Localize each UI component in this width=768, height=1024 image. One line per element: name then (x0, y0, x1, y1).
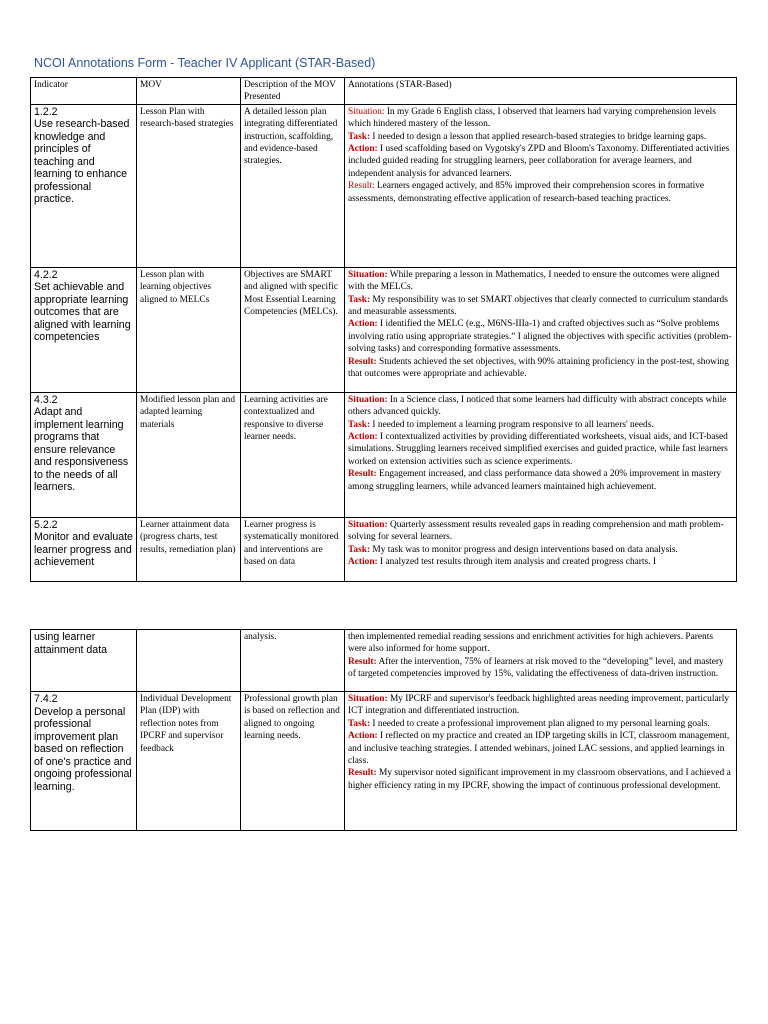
action-text: I identified the MELC (e.g., M6NS-IIIa-1) and crafted objectives such as “Solve problems involving ratio using appropriate strategies.” I aligned the objectives with specific activities (problem-solving tasks) and corresponding formative assessments. (348, 319, 732, 355)
annotation-cell (345, 692, 737, 831)
task-label: Task: (348, 419, 371, 430)
situation-line (348, 693, 733, 718)
action-line (348, 431, 733, 468)
situation-text: While preparing a lesson in Mathematics, I needed to ensure the outcomes were aligned with the MELCs. (348, 269, 720, 293)
table-row (31, 392, 737, 517)
header-description: Description of the MOV Presented (241, 78, 345, 105)
indicator-text: Develop a personal professional improvement plan based on reflection of one's practice and ongoing professional learning. (34, 705, 132, 793)
result-line (348, 656, 733, 681)
result-label: Result: (348, 356, 377, 367)
action-label: Action: (348, 319, 378, 330)
action-line (348, 318, 733, 355)
table-row (31, 104, 737, 267)
indicator-text: Adapt and implement learning programs that ensure relevance and responsiveness to the needs of all learners. (34, 406, 129, 494)
action-text: I analyzed test results through item analysis and created progress charts. I (377, 557, 656, 568)
annotation-cell (345, 392, 737, 517)
situation-label: Situation: (348, 394, 388, 405)
result-line (348, 767, 733, 792)
description-cell: Objectives are SMART and aligned with specific Most Essential Learning Competencies (MELCs). (241, 267, 345, 392)
situation-label: Situation: (348, 519, 388, 530)
task-text: I needed to create a professional improvement plan aligned to my personal learning goals. (370, 718, 710, 729)
indicator-cell (31, 692, 137, 831)
annotations-table-continued (30, 629, 737, 831)
header-indicator: Indicator (31, 78, 137, 105)
result-line (348, 180, 733, 205)
indicator-code: 5.2.2 (34, 518, 58, 531)
description-cell: analysis. (241, 630, 345, 692)
result-text: My supervisor noted significant improvement in my classroom observations, and I achieved a higher efficiency rating in my IPCRF, showing the impact of continuous professional development. (348, 768, 731, 791)
mov-cell: Lesson Plan with research-based strategies (137, 104, 241, 267)
action-line (348, 556, 733, 568)
action-label: Action: (348, 144, 378, 155)
page-title: NCOI Annotations Form - Teacher IV Applicant (STAR-Based) (34, 56, 376, 70)
action-text: I contextualized activities by providing differentiated worksheets, visual aids, and ICT-based simulations. Struggling learners received simplified exercises and guided practice, while fast learners worked on extension activities such as science experiments. (348, 432, 728, 467)
indicator-cell: using learner attainment data (31, 630, 137, 692)
indicator-code: 7.4.2 (34, 693, 58, 705)
situation-label: Situation: (348, 269, 388, 280)
result-label: Result: (348, 181, 375, 192)
annotation-cell (345, 104, 737, 267)
indicator-code: 1.2.2 (34, 105, 58, 118)
situation-label: Situation: (348, 694, 388, 704)
task-label: Task: (348, 718, 371, 729)
mov-cell: Modified lesson plan and adapted learning materials (137, 392, 241, 517)
indicator-cell (31, 517, 137, 581)
description-cell: Learning activities are contextualized and responsive to diverse learner needs. (241, 392, 345, 517)
result-label: Result: (348, 768, 377, 779)
task-text: I needed to design a lesson that applied research-based strategies to bridge learning gaps. (370, 131, 707, 142)
indicator-code: 4.2.2 (34, 268, 58, 281)
indicator-text: Monitor and evaluate learner progress and achievement (34, 531, 133, 569)
task-line (348, 419, 733, 431)
situation-text: In my Grade 6 English class, I observed that learners had varying comprehension levels which hindered mastery of the lesson. (348, 106, 716, 130)
action-continued-line: then implemented remedial reading sessions and enrichment activities for high achievers. Parents were also informed for home support. (348, 632, 713, 655)
indicator-cell (31, 392, 137, 517)
result-label: Result: (348, 469, 377, 480)
action-label: Action: (348, 432, 378, 443)
result-text: Engagement increased, and class performance data showed a 20% improvement in mastery among struggling learners, while advanced learners maintained high achievement. (348, 469, 722, 492)
indicator-cell (31, 267, 137, 392)
annotation-cell (345, 267, 737, 392)
situation-text: In a Science class, I noticed that some learners had difficulty with abstract concepts while others advanced quickly. (348, 394, 727, 418)
action-text: I reflected on my practice and created an IDP targeting skills in ICT, classroom management, and inclusive teaching strategies. I attended webinars, joined LAC sessions, and applied learnings in class. (348, 731, 730, 767)
action-text: I used scaffolding based on Vygotsky's ZPD and Bloom's Taxonomy. Differentiated activities included guided reading for struggling learners, peer collaboration for average learners, and independent analysis for advanced learners. (348, 144, 730, 179)
table-row (31, 267, 737, 392)
result-text: Students achieved the set objectives, with 90% attaining proficiency in the post-test, showing that outcomes were appropriate and achievable. (348, 356, 729, 380)
task-line (348, 718, 733, 730)
mov-cell: Learner attainment data (progress charts, test results, remediation plan) (137, 517, 241, 581)
task-line (348, 544, 733, 556)
action-label: Action: (348, 731, 378, 742)
situation-line (348, 519, 733, 544)
result-text: Learners engaged actively, and 85% improved their comprehension scores in formative assessments, demonstrating effective application of research-based teaching practices. (348, 181, 705, 204)
situation-label: Situation: (348, 106, 385, 117)
result-line (348, 356, 733, 381)
annotations-table (30, 77, 737, 582)
header-mov: MOV (137, 78, 241, 105)
task-text: My responsibility was to set SMART objectives that clearly connected to curriculum standards and measurable assessments. (348, 294, 728, 318)
result-text: After the intervention, 75% of learners at risk moved to the “developing” level, and mastery of targeted competencies improved by 15%, validating the effectiveness of data-driven instruction. (348, 656, 724, 680)
table-row (31, 692, 737, 831)
table-row (31, 630, 737, 692)
result-line (348, 468, 733, 493)
indicator-text: Set achievable and appropriate learning outcomes that are aligned with learning competencies (34, 281, 131, 344)
mov-cell: Individual Development Plan (IDP) with reflection notes from IPCRF and supervisor feedback (137, 692, 241, 831)
situation-line (348, 269, 733, 294)
action-line (348, 730, 733, 767)
indicator-text: Use research-based knowledge and principles of teaching and learning to enhance professional practice. (34, 118, 130, 206)
mov-cell (137, 630, 241, 692)
description-cell: A detailed lesson plan integrating differentiated instruction, scaffolding, and evidence-based strategies. (241, 104, 345, 267)
description-cell: Learner progress is systematically monitored and interventions are based on data (241, 517, 345, 581)
description-cell: Professional growth plan is based on reflection and aligned to ongoing learning needs. (241, 692, 345, 831)
task-line (348, 294, 733, 319)
result-label: Result: (348, 656, 377, 667)
task-text: I needed to implement a learning program responsive to all learners' needs. (370, 419, 654, 430)
task-label: Task: (348, 544, 371, 555)
header-annotations: Annotations (STAR-Based) (345, 78, 737, 105)
situation-text: Quarterly assessment results revealed gaps in reading comprehension and math problem-solving for several learners. (348, 519, 724, 543)
task-line (348, 131, 733, 143)
mov-cell: Lesson plan with learning objectives aligned to MELCs (137, 267, 241, 392)
table-header-row (31, 78, 737, 105)
indicator-cell (31, 104, 137, 267)
annotation-cell (345, 630, 737, 692)
task-label: Task: (348, 294, 371, 305)
situation-line (348, 106, 733, 131)
situation-text: My IPCRF and supervisor's feedback highlighted areas needing improvement, particularly ICT integration and differentiated instruction. (348, 694, 730, 717)
task-text: My task was to monitor progress and design interventions based on data analysis. (370, 544, 678, 555)
situation-line (348, 394, 733, 419)
action-line (348, 143, 733, 180)
action-label: Action: (348, 557, 378, 568)
indicator-code: 4.3.2 (34, 393, 58, 406)
task-label: Task: (348, 131, 371, 142)
table-row (31, 517, 737, 581)
annotation-cell (345, 517, 737, 581)
